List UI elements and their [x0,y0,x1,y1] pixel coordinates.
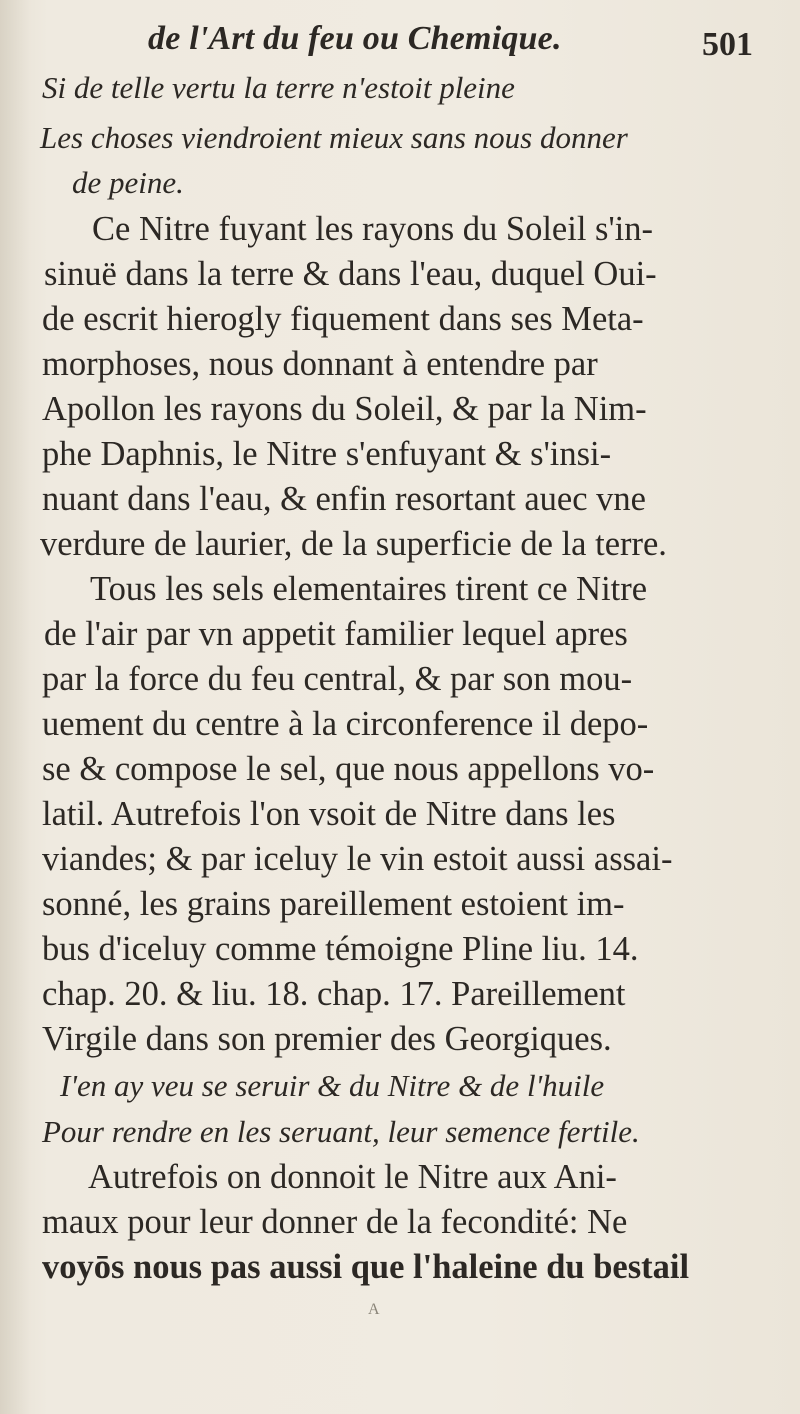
verse-line: Si de telle vertu la terre n'estoit pleine [42,70,515,105]
text-line: latil. Autrefois l'on vsoit de Nitre dans les [42,795,616,833]
text-line: par la force du feu central, & par son mou- [42,660,633,698]
text-line: Tous les sels elementaires tirent ce Nitre [90,570,648,608]
text-line: Virgile dans son premier des Georgiques. [42,1020,612,1058]
text-line: de escrit hierogly fiquement dans ses Meta- [42,300,644,338]
text-line: maux pour leur donner de la fecondité: Ne [42,1203,628,1241]
text-line: morphoses, nous donnant à entendre par [42,345,598,383]
text-line: viandes; & par iceluy le vin estoit aussi assai- [42,840,673,878]
verse-line: Pour rendre en les seruant, leur semence fertile. [42,1114,640,1149]
text-line: sinuë dans la terre & dans l'eau, duquel Oui- [44,255,657,293]
text-line: Autrefois on donnoit le Nitre aux Ani- [88,1158,617,1196]
text-line: phe Daphnis, le Nitre s'enfuyant & s'insi- [42,435,612,473]
text-line: sonné, les grains pareillement estoient im- [42,885,625,923]
verse-line: I'en ay veu se seruir & du Nitre & de l'huile [60,1068,605,1103]
text-line: de l'air par vn appetit familier lequel apres [44,615,628,653]
text-line: chap. 20. & liu. 18. chap. 17. Pareillement [42,975,626,1013]
text-line: Ce Nitre fuyant les rayons du Soleil s'in- [92,210,653,248]
text-line: voyōs nous pas aussi que l'haleine du bestail [42,1248,690,1286]
text-line: bus d'iceluy comme témoigne Pline liu. 14. [42,930,639,968]
text-line: verdure de laurier, de la superficie de la terre. [40,525,667,563]
running-title: de l'Art du feu ou Chemique. [148,20,562,57]
verse-line: de peine. [72,165,184,200]
text-line: uement du centre à la circonference il depo- [42,705,649,743]
text-line: Apollon les rayons du Soleil, & par la Nim- [42,390,647,428]
page-number: 501 [702,26,753,63]
signature-mark: A [368,1301,380,1318]
gutter-shadow [0,0,30,1414]
verse-line: Les choses viendroient mieux sans nous donner [40,120,628,155]
text-line: se & compose le sel, que nous appellons vo- [42,750,655,788]
text-line: nuant dans l'eau, & enfin resortant auec vne [42,480,646,518]
